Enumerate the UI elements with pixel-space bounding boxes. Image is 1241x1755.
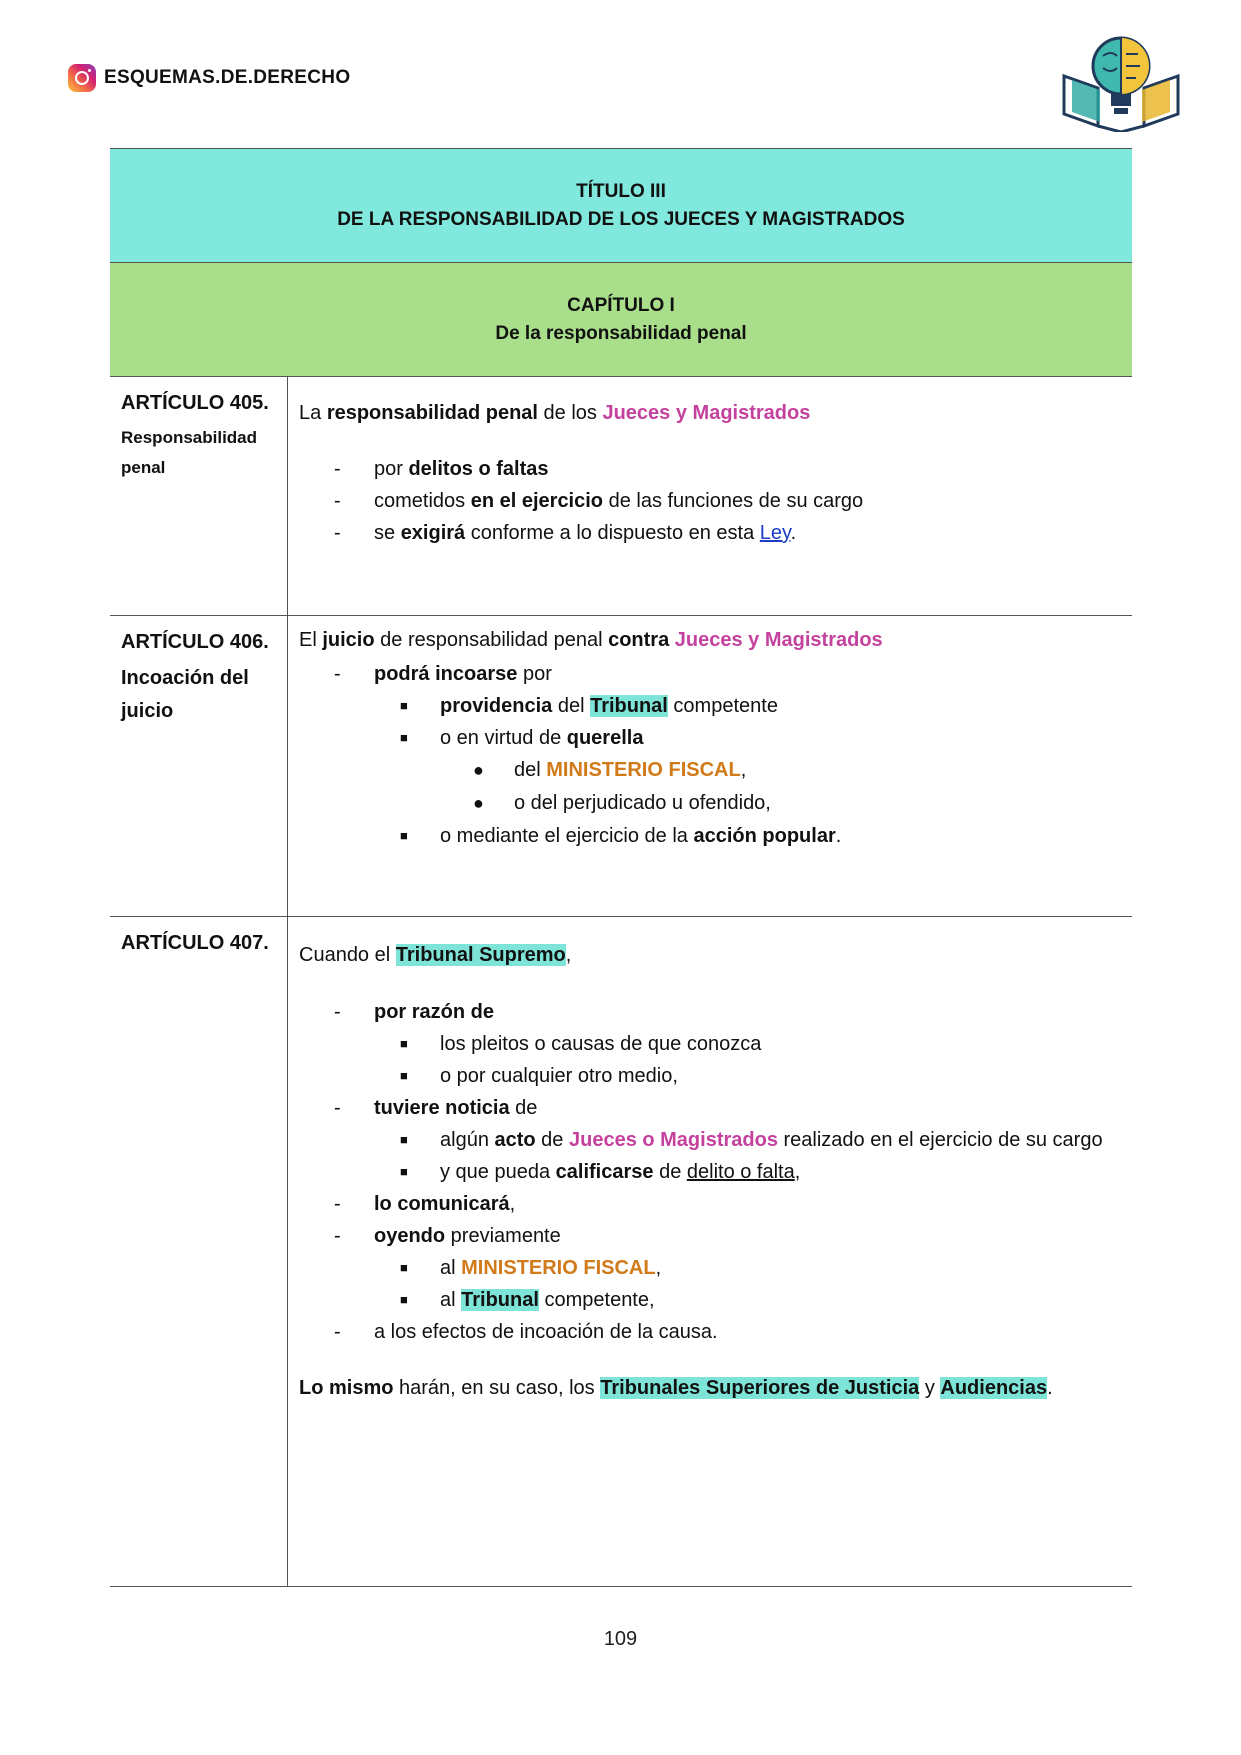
article-406-row bbox=[110, 616, 1132, 917]
article-number: ARTÍCULO 405. bbox=[121, 392, 269, 414]
dash-marker: - bbox=[334, 490, 341, 512]
article-405-content bbox=[288, 377, 1132, 615]
title-name: DE LA RESPONSABILIDAD DE LOS JUECES Y MAGISTRADOS bbox=[337, 208, 905, 230]
article-406-label-cell bbox=[110, 616, 288, 916]
article-number: ARTÍCULO 406. bbox=[121, 631, 269, 653]
list-item: - por razón de bbox=[299, 996, 1132, 1028]
document-table bbox=[110, 148, 1132, 1587]
list-item: ■ o mediante el ejercicio de la acción popular. bbox=[299, 820, 1132, 852]
article-number: ARTÍCULO 407. bbox=[121, 932, 269, 954]
article-intro: El juicio de responsabilidad penal contra Jueces y Magistrados bbox=[299, 629, 883, 651]
list-item: - por delitos o faltas bbox=[299, 453, 1132, 485]
list-item: ■ al Tribunal competente, bbox=[299, 1284, 1132, 1316]
list-item: - lo comunicará, bbox=[299, 1188, 1132, 1220]
dash-marker: - bbox=[334, 1193, 341, 1215]
list-item: - se exigirá conforme a lo dispuesto en esta Ley. bbox=[299, 517, 1132, 549]
chapter-name: De la responsabilidad penal bbox=[495, 322, 747, 344]
dash-marker: - bbox=[334, 458, 341, 480]
dash-marker: - bbox=[334, 663, 341, 685]
square-bullet-icon: ■ bbox=[400, 1068, 408, 1083]
ley-link[interactable]: Ley bbox=[759, 522, 791, 544]
article-closing: Lo mismo harán, en su caso, los Tribunales Superiores de Justicia y Audiencias. bbox=[299, 1377, 1053, 1399]
square-bullet-icon: ■ bbox=[400, 1132, 408, 1147]
list-item: ■ al MINISTERIO FISCAL, bbox=[299, 1252, 1132, 1284]
square-bullet-icon: ■ bbox=[400, 1292, 408, 1307]
article-407-content bbox=[288, 917, 1132, 1586]
list-item: ■ los pleitos o causas de que conozca bbox=[299, 1028, 1132, 1060]
dash-marker: - bbox=[334, 1321, 341, 1343]
article-intro: Cuando el Tribunal Supremo, bbox=[299, 944, 572, 966]
article-heading: Responsabilidad penal bbox=[121, 428, 258, 477]
brain-lightbulb-book-icon bbox=[1058, 28, 1184, 132]
title-band bbox=[110, 149, 1132, 263]
article-405-label-cell bbox=[110, 377, 288, 615]
square-bullet-icon: ■ bbox=[400, 1164, 408, 1179]
chapter-band bbox=[110, 263, 1132, 377]
article-406-content bbox=[288, 616, 1132, 916]
square-bullet-icon: ■ bbox=[400, 730, 408, 745]
list-item: - tuviere noticia de bbox=[299, 1092, 1132, 1124]
dash-marker: - bbox=[334, 1001, 341, 1023]
list-item: ■ o por cualquier otro medio, bbox=[299, 1060, 1132, 1092]
list-item: ■ o en virtud de querella bbox=[299, 722, 1132, 754]
dash-marker: - bbox=[334, 1097, 341, 1119]
square-bullet-icon: ■ bbox=[400, 1260, 408, 1275]
brand-header bbox=[68, 64, 350, 92]
list-item: ● del MINISTERIO FISCAL, bbox=[299, 754, 1132, 787]
round-bullet-icon: ● bbox=[473, 760, 484, 780]
brand-name: ESQUEMAS.DE.DERECHO bbox=[104, 67, 351, 88]
dash-marker: - bbox=[334, 522, 341, 544]
article-intro: La responsabilidad penal de los Jueces y Magistrados bbox=[299, 402, 811, 424]
list-item: - podrá incoarse por bbox=[299, 658, 1132, 690]
round-bullet-icon: ● bbox=[473, 793, 484, 813]
list-item: - cometidos en el ejercicio de las funciones de su cargo bbox=[299, 485, 1132, 517]
article-405-row bbox=[110, 377, 1132, 616]
square-bullet-icon: ■ bbox=[400, 698, 408, 713]
article-407-label-cell bbox=[110, 917, 288, 1586]
list-item: - oyendo previamente bbox=[299, 1220, 1132, 1252]
list-item: ■ y que pueda calificarse de delito o falta, bbox=[299, 1156, 1132, 1188]
square-bullet-icon: ■ bbox=[400, 828, 408, 843]
square-bullet-icon: ■ bbox=[400, 1036, 408, 1051]
list-item: - a los efectos de incoación de la causa. bbox=[299, 1316, 1132, 1348]
instagram-icon bbox=[68, 64, 96, 92]
list-item: ■ algún acto de Jueces o Magistrados realizado en el ejercicio de su cargo bbox=[299, 1124, 1132, 1156]
chapter-number: CAPÍTULO I bbox=[567, 294, 675, 316]
list-item: ● o del perjudicado u ofendido, bbox=[299, 787, 1132, 820]
list-item: ■ providencia del Tribunal competente bbox=[299, 690, 1132, 722]
article-heading: Incoación del juicio bbox=[121, 667, 249, 722]
page-number: 109 bbox=[603, 1628, 638, 1650]
title-number: TÍTULO III bbox=[576, 180, 666, 202]
dash-marker: - bbox=[334, 1225, 341, 1247]
article-407-row bbox=[110, 917, 1132, 1587]
